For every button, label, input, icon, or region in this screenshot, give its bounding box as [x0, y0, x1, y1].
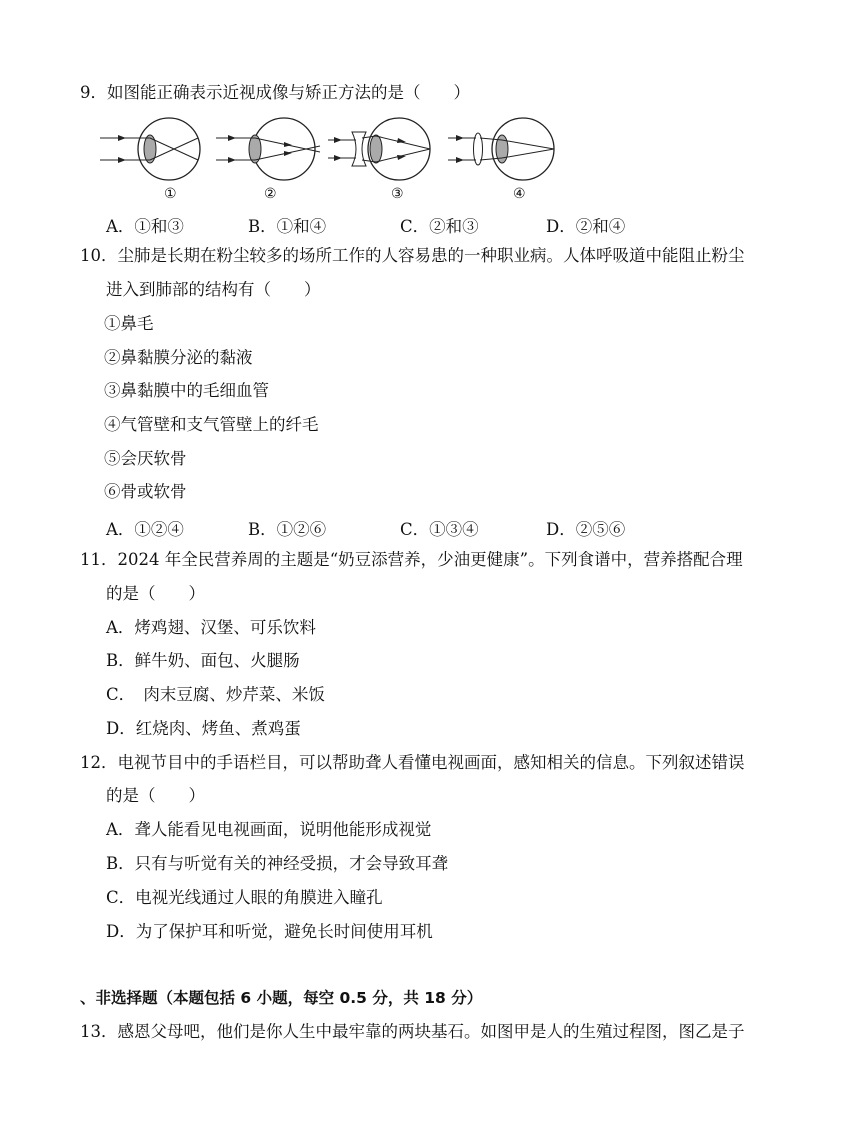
q9-stem: 9．如图能正确表示近视成像与矫正方法的是（ ）	[80, 83, 470, 102]
q10-stem-line2: 进入到肺部的结构有（ ）	[106, 280, 321, 299]
q11-option-c[interactable]: C． 肉末豆腐、炒芹菜、米饭	[106, 685, 325, 704]
q13-stem-line1: 13．感恩父母吧，他们是你人生中最牢靠的两块基石。如图甲是人的生殖过程图，图乙是子	[80, 1022, 745, 1041]
q9-option-a[interactable]: A．①和③	[106, 217, 184, 236]
q12-stem-line1: 12．电视节目中的手语栏目，可以帮助聋人看懂电视画面，感知相关的信息。下列叙述错误	[80, 753, 745, 772]
q9-option-c[interactable]: C．②和③	[400, 217, 479, 236]
eye-figure-2	[214, 114, 322, 184]
q11-option-a[interactable]: A．烤鸡翅、汉堡、可乐饮料	[106, 618, 316, 637]
q10-item-1: ①鼻毛	[104, 314, 154, 333]
q10-option-a[interactable]: A．①②④	[106, 520, 184, 539]
eye-figure-3	[326, 114, 434, 184]
q12-option-c[interactable]: C．电视光线通过人眼的角膜进入瞳孔	[106, 888, 383, 907]
figure-label-2: ②	[264, 186, 277, 202]
q9-option-d[interactable]: D．②和④	[546, 217, 626, 236]
q12-option-d[interactable]: D．为了保护耳和听觉，避免长时间使用耳机	[106, 922, 433, 941]
section-heading: 、非选择题（本题包括 6 小题，每空 0.5 分，共 18 分）	[80, 989, 483, 1007]
q10-item-4: ④气管壁和支气管壁上的纤毛	[104, 415, 319, 434]
q12-stem-line2: 的是（ ）	[106, 786, 205, 805]
q10-item-2: ②鼻黏膜分泌的黏液	[104, 348, 253, 367]
figure-label-1: ①	[164, 186, 177, 202]
q12-option-a[interactable]: A．聋人能看见电视画面，说明他能形成视觉	[106, 820, 432, 839]
eye-figure-1	[98, 114, 206, 184]
figure-label-3: ③	[391, 186, 404, 202]
q10-item-3: ③鼻黏膜中的毛细血管	[104, 381, 269, 400]
q10-stem-line1: 10．尘肺是长期在粉尘较多的场所工作的人容易患的一种职业病。人体呼吸道中能阻止粉尘	[80, 246, 745, 265]
q11-option-b[interactable]: B．鲜牛奶、面包、火腿肠	[106, 651, 300, 670]
q10-item-6: ⑥骨或软骨	[104, 482, 187, 501]
q10-item-5: ⑤会厌软骨	[104, 449, 187, 468]
q11-option-d[interactable]: D．红烧肉、烤鱼、煮鸡蛋	[106, 719, 301, 738]
q12-option-b[interactable]: B．只有与听觉有关的神经受损，才会导致耳聋	[106, 854, 449, 873]
figure-label-4: ④	[513, 186, 526, 202]
eye-figure-4	[446, 114, 558, 184]
q11-stem-line2: 的是（ ）	[106, 584, 205, 603]
q10-option-d[interactable]: D．②⑤⑥	[546, 520, 626, 539]
q10-option-c[interactable]: C．①③④	[400, 520, 479, 539]
q11-stem-line1: 11．2024 年全民营养周的主题是“奶豆添营养，少油更健康”。下列食谱中，营养搭配合理	[80, 550, 743, 569]
q9-option-b[interactable]: B．①和④	[248, 217, 327, 236]
q10-option-b[interactable]: B．①②⑥	[248, 520, 327, 539]
